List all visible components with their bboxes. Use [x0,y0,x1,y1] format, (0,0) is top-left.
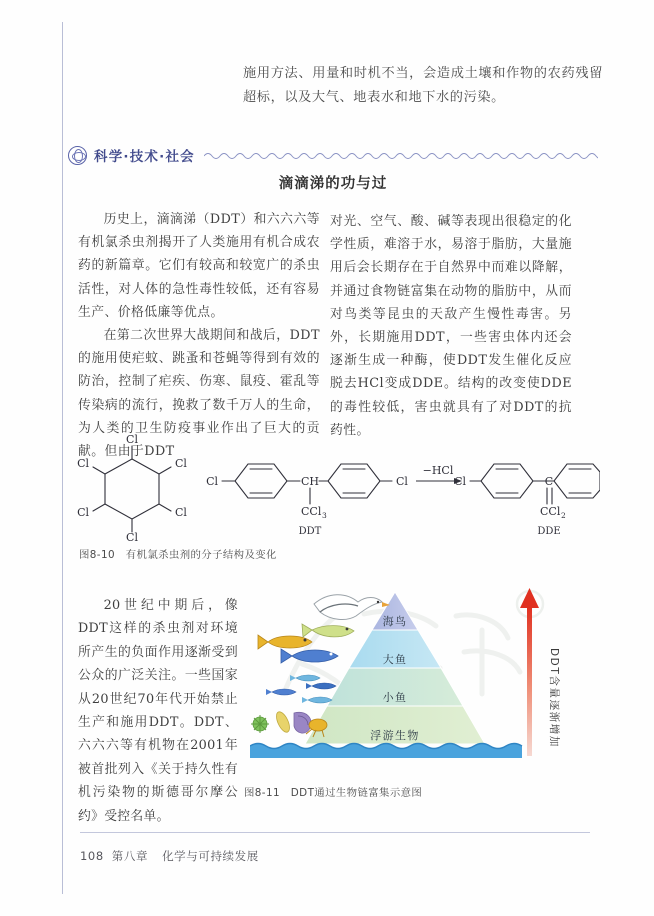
body-column-right [330,210,572,442]
ddt-cl-left: Cl [206,475,218,488]
seabird-icon [314,595,390,620]
chapter-title: 化学与可持续发展 [162,849,259,863]
dde-branch-subscript: 2 [561,511,566,520]
ddt-increase-arrow [520,588,539,756]
hch-cl-upper-left: Cl [77,457,89,470]
pyramid-label-3: 浮游生物 [370,729,420,742]
page-number: 108 [80,849,104,863]
figure-8-11-biomagnification [250,582,600,778]
chemical-structures-figure [70,424,600,542]
footer-divider [80,832,590,833]
reaction-condition: −HCl [422,464,454,477]
ddt-center-ch: CH [300,475,320,488]
lower-left-paragraph [78,594,238,828]
dde-branch-ccl: CCl [540,505,561,518]
figure-8-11-caption: 图8-11 DDT通过生物链富集示意图 [244,787,423,799]
hch-cl-lower-left: Cl [77,506,89,519]
small-fish-icon [266,675,336,703]
page-footer [80,848,259,864]
atom-circle-icon [68,146,87,165]
ddt-branch-ccl: CCl [301,505,322,518]
section-banner-label: 科学·技术·社会 [94,149,195,165]
paragraph-properties: 对光、空气、酸、碱等表现出很稳定的化学性质，难溶于水，易溶于脂肪，大量施用后会长期存在于自然界中而难以降解，并通过食物链富集在动物的脂肪中，从而对鸟类等昆虫的天敌产生慢性毒害。另外，长期施用DDT，一些害虫体内还会逐渐生成一种酶，使DDT发生催化反应脱去HCl变成DDE。结构的改变使DDE的毒性较低，害虫就具有了对DDT的抗药性。 [330,214,572,438]
page-left-rule [62,22,63,894]
pyramid-label-1: 大鱼 [382,653,408,666]
hch-cl-top: Cl [126,433,138,446]
dde-name-label: DDE [537,526,561,537]
dde-cl-left: Cl [454,475,466,488]
ddt-arrow-label: DDT含量逐渐增加 [548,648,560,748]
top-paragraph: 施用方法、用量和时机不当，会造成土壤和作物的农药残留超标，以及大气、地表水和地下水的污染。 [243,66,603,105]
paragraph-wartime: 在第二次世界大战期间和战后，DDT的施用使疟蚊、跳蚤和苍蝇等得到有效的防治，控制了疟疾、伤寒、鼠疫、霍乱等传染病的流行，挽救了数千万人的生命，为人类的卫生防疫事业作出了巨大的贡献。但由于DDT [78,328,320,460]
ddt-branch-subscript: 3 [322,511,327,520]
wavy-divider [204,150,598,160]
hch-cl-bottom: Cl [126,531,138,542]
pyramid-label-0: 海鸟 [382,615,408,628]
hch-cl-upper-right: Cl [175,457,187,470]
pyramid-label-2: 小鱼 [382,691,408,704]
ddt-name-label: DDT [298,526,322,537]
paragraph-ban: 20世纪中期后，像DDT这样的杀虫剂对环境所产生的负面作用逐渐受到公众的广泛关注。一些国家从20世纪70年代开始禁止生产和施用DDT。DDT、六六六等有机物在2001年被首批列入《关于持久性有机污染物的斯德哥尔摩公约》受控名单。 [78,598,238,824]
water-band [250,744,522,759]
big-fish-icon [258,624,354,663]
paragraph-history: 历史上，滴滴涕（DDT）和六六六等有机氯杀虫剂揭开了人类施用有机合成农药的新篇章。它们有较高和较宽广的杀虫活性，对人体的急性毒性较低，还有容易生产、价格低廉等优点。 [78,212,320,320]
section-title: 滴滴涕的功与过 [278,176,388,192]
chapter-number: 第八章 [111,849,149,863]
hch-cl-lower-right: Cl [175,506,187,519]
section-banner [68,143,598,167]
dde-center-c: C [544,475,554,488]
figure-8-10-caption: 图8-10 有机氯杀虫剂的分子结构及变化 [79,549,277,561]
ddt-cl-right: Cl [396,475,408,488]
